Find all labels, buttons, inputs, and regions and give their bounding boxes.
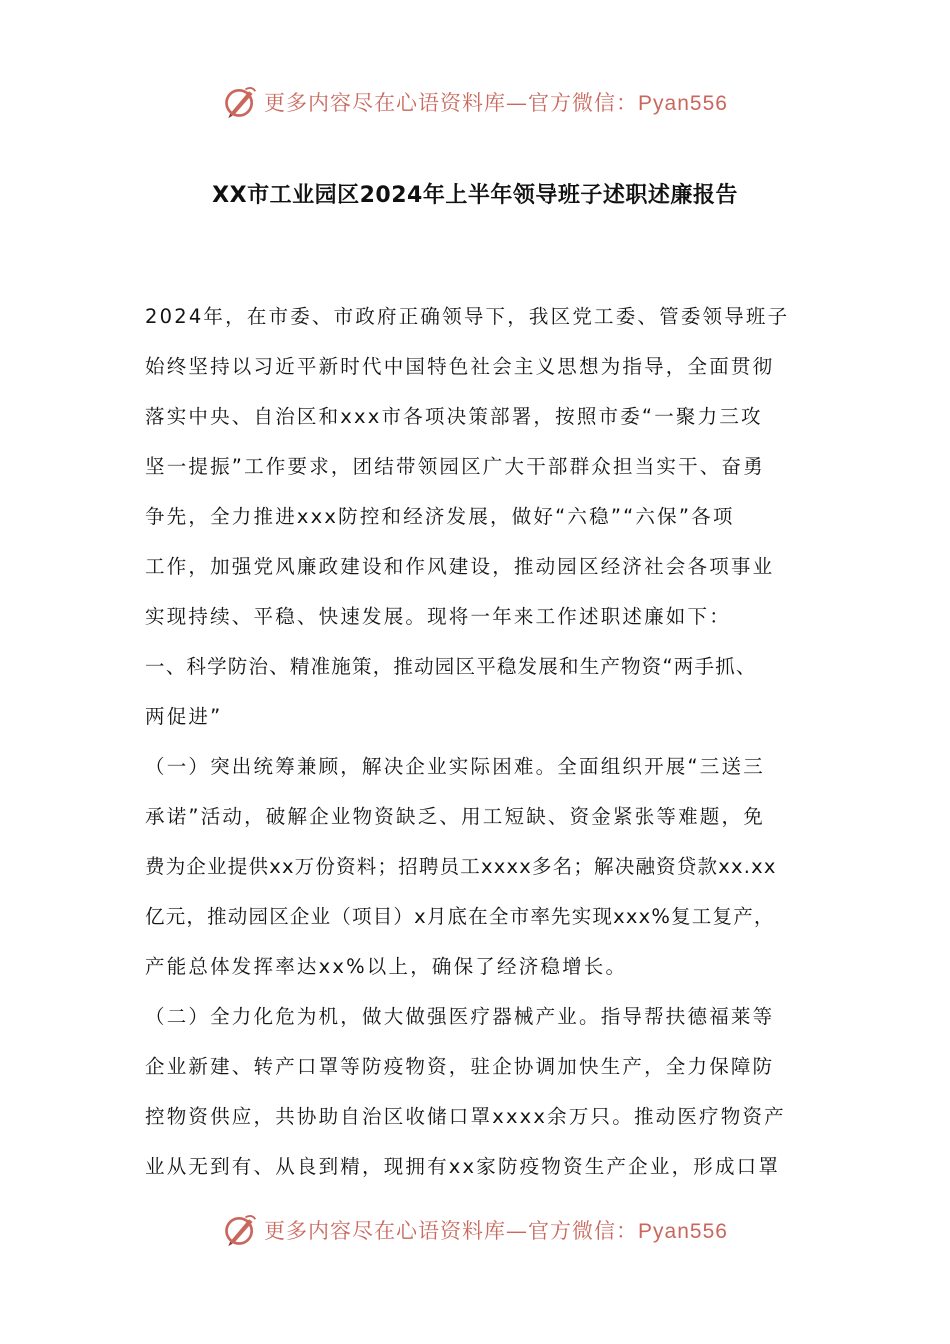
watermark-text: 更多内容尽在心语资料库—官方微信：Pyan556 <box>264 1219 728 1243</box>
body-line: 承诺”活动，破解企业物资缺乏、用工短缺、资金紧张等难题，免 <box>145 805 765 828</box>
body-line: 亿元，推动园区企业（项目）x月底在全市率先实现xxx%复工复产， <box>145 905 775 928</box>
body-line: 费为企业提供xx万份资料；招聘员工xxxx多名；解决融资贷款xx.xx <box>145 855 777 878</box>
body-line: 落实中央、自治区和xxx市各项决策部署，按照市委“一聚力三攻 <box>145 405 763 428</box>
body-line: 工作，加强党风廉政建设和作风建设，推动园区经济社会各项事业 <box>145 555 775 578</box>
header-watermark-banner <box>0 82 950 122</box>
body-line: 业从无到有、从良到精，现拥有xx家防疫物资生产企业，形成口罩 <box>145 1155 781 1178</box>
subsection-line: （二）全力化危为机，做大做强医疗器械产业。指导帮扶德福莱等 <box>145 1005 775 1028</box>
body-line: 始终坚持以习近平新时代中国特色社会主义思想为指导，全面贯彻 <box>145 355 775 378</box>
body-line: 控物资供应，共协助自治区收储口罩xxxx余万只。推动医疗物资产 <box>145 1105 786 1128</box>
pen-logo-icon <box>222 1212 258 1248</box>
body-line: 企业新建、转产口罩等防疫物资，驻企协调加快生产，全力保障防 <box>145 1055 775 1078</box>
section-heading-continued: 两促进” <box>145 705 223 728</box>
watermark-text: 更多内容尽在心语资料库—官方微信：Pyan556 <box>264 91 728 115</box>
document-title: XX市工业园区2024年上半年领导班子述职述廉报告 <box>212 183 738 208</box>
body-line: 坚一提振”工作要求，团结带领园区广大干部群众担当实干、奋勇 <box>145 455 765 478</box>
subsection-line: （一）突出统筹兼顾，解决企业实际困难。全面组织开展“三送三 <box>145 755 765 778</box>
footer-watermark-banner <box>0 1210 950 1250</box>
section-heading: 一、科学防治、精准施策，推动园区平稳发展和生产物资“两手抓、 <box>145 655 757 678</box>
body-line: 2024年，在市委、市政府正确领导下，我区党工委、管委领导班子 <box>145 305 790 328</box>
pen-logo-icon <box>222 84 258 120</box>
body-line: 产能总体发挥率达xx%以上，确保了经济稳增长。 <box>145 955 628 978</box>
body-line: 实现持续、平稳、快速发展。现将一年来工作述职述廉如下： <box>145 605 731 628</box>
document-body <box>145 292 830 1192</box>
body-line: 争先，全力推进xxx防控和经济发展，做好“六稳”“六保”各项 <box>145 505 735 528</box>
